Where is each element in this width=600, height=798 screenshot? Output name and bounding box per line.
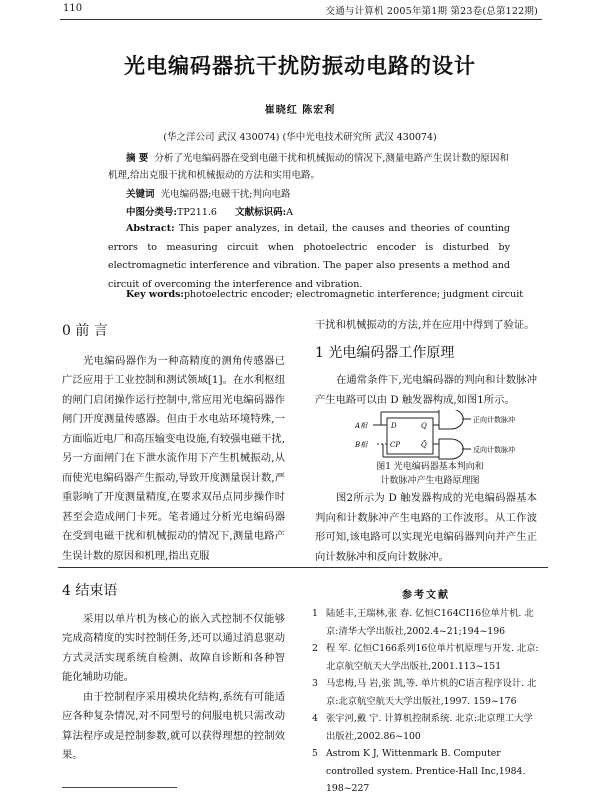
section-4-paragraph-1: 采用以单片机为核心的嵌入式控制不仅能够完成高精度的实时控制任务,还可以通过消息驱动方式灵活实现系统自检测、故障自诊断和各种智能化辅助功能。 [62,612,285,683]
pin-d: D [391,422,397,430]
section-divider-rule [58,567,548,568]
figure-1-caption [330,460,530,488]
figure-1-caption-line1: 图1 光电编码器基本判向和 [376,462,484,472]
classification-value: TP211.6 [177,207,217,218]
pin-cp: CP [390,441,401,449]
doc-code-value: A [286,207,293,218]
section-1-paragraph-2-block [315,489,537,567]
references-list [312,605,542,798]
abstract-cn-label: 摘 要 [126,153,149,164]
reference-item: 2 程 军. 亿恒C166系列16位单片机原理与开发. 北京:北京航空航天大学出版社,2001.113~151 [312,643,539,672]
pin-q: Q [421,422,427,430]
journal-header: 交通与计算机 2005年第1期 第23卷(总第122期) [325,6,538,17]
section-4-heading: 4 结束语 [62,583,118,599]
keywords-en-text: photoelectric encoder; electromagnetic interference; judgment circuit [183,289,524,300]
section-0 [62,322,285,566]
keywords-en-label: Key words: [126,289,184,300]
keywords-cn [108,186,528,203]
doc-code-label: 文献标识码: [235,207,287,218]
reference-item: 5 Astrom K J, Wittenmark B. Computer controlled system. Prentice-Hall Inc,1984. 198~227 [312,748,526,794]
header-rule [60,19,542,20]
keywords-cn-text: 光电编码器;电磁干扰;判向电路 [160,189,291,200]
abstract-cn [108,150,510,184]
reference-item: 3 马忠梅,马 岩,张 凯,等. 单片机的C语言程序设计. 北京:北京航空航天大学出版社,1997. 159~176 [312,678,537,707]
section-4-paragraph-2: 由于控制程序采用模块化结构,系统有可能适应各种复杂情况,对不同型号的伺服电机只需改动算法程序或是控制参数,就可以获得理想的控制效果。 [62,690,285,761]
section-1-paragraph-2: 图2所示为 D 触发器构成的光电编码器基本判向和计数脉冲产生电路的工作波形。从工作波形可知,该电路可以实现光电编码器判向并产生正向计数脉冲和反向计数脉冲。 [315,492,537,563]
pin-qbar: Q̄ [421,441,427,449]
input-b-label: B相 [355,441,368,449]
abstract-cn-text: 分析了光电编码器在受到电磁干扰和机械振动的情况下,测量电路产生误计数的原因和机理,给出克服干扰和机械振动的方法和实用电路。 [108,153,509,181]
abstract-en [108,220,510,294]
paper-title: 光电编码器抗干扰防振动电路的设计 [124,53,476,78]
abstract-en-text: This paper analyzes, in detail, the causes and theories of counting errors to measuring circuit when photoelectric encoder is disturbed by electromagnetic interference and vibration. The paper also presents a method and circuit of overcoming the interference and vibration. [108,223,510,290]
page-number: 110 [63,3,83,14]
right-column-top [315,316,537,410]
keywords-cn-label: 关键词 [126,189,155,200]
reference-item: 1 陆延丰,王瑞林,张 春. 亿恒C164CI16位单片机. 北京:清华大学出版社,2002.4~21;194~196 [312,608,534,637]
figure-1-circuit [355,410,545,460]
keywords-en [108,286,528,303]
section-0-continuation: 干扰和机械振动的方法,并在应用中得到了验证。 [315,319,535,331]
reference-item: 4 张宇河,戴 宁. 计算机控制系统. 北京:北京理工大学出版社,2002.86~100 [312,713,533,742]
classification-label: 中图分类号: [126,207,178,218]
section-0-paragraph: 光电编码器作为一种高精度的测角传感器已广泛应用于工业控制和测试领域[1]。在水利枢纽的闸门启闭操作运行控制中,常应用光电编码器作闸门开度测量传感器。但由于水电站环境特殊,一方面临近电厂和高压输变电设施,有较强电磁干扰,另一方面闸门在下泄水流作用下产生机械振动,从而使光电编码器产生振动,导致开度测量误计数,严重影响了开度测量精度,在要求双吊点同步操作时甚至会造成闸门卡死。笔者通过分析光电编码器在受到电磁干扰和机械振动的情况下,测量电路产生误计数的原因和机理,指出克服 [62,354,285,562]
figure-1-caption-line2: 计数脉冲产生电路原理图 [380,476,480,486]
footnote-rule [62,787,177,788]
affiliations: (华之洋公司 武汉 430074) (华中光电技术研究所 武汉 430074) [163,132,437,143]
section-1-heading: 1 光电编码器工作原理 [315,344,455,361]
section-1-paragraph-1: 在通常条件下,光电编码器的判向和计数脉冲产生电路可以由 D 触发器构成,如图1所示。 [315,374,537,406]
section-4 [62,582,285,766]
authors: 崔晓红 陈宏利 [264,105,336,116]
output-forward-label: 正向计数脉冲 [473,416,515,424]
output-reverse-label: 反向计数脉冲 [473,446,515,454]
input-a-label: A相 [355,422,368,430]
abstract-en-label: Abstract: [126,223,175,234]
section-0-heading: 0 前 言 [62,323,108,339]
d-flipflop-circuit-diagram [355,410,545,460]
references-heading: 参考文献 [402,590,450,601]
classification [108,204,528,221]
